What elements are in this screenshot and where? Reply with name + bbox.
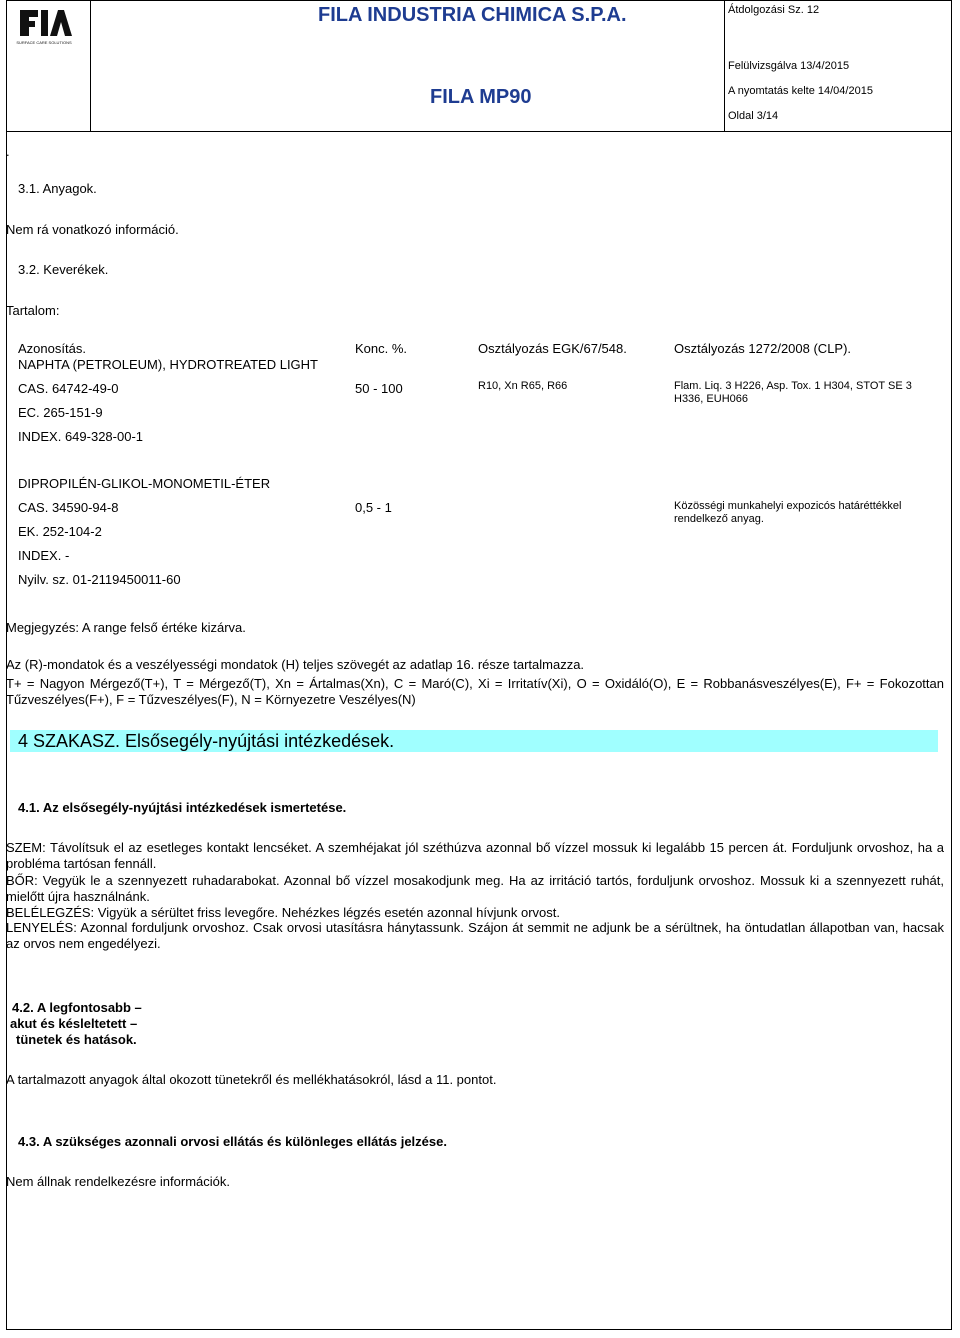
substance-clp-class: rendelkező anyag. (674, 513, 764, 525)
col-header-identification: Azonosítás. (18, 341, 86, 356)
section-4-1-title: 4.1. Az elsősegély-nyújtási intézkedések ismertetése. (18, 800, 347, 815)
r-phrases-note: Az (R)-mondatok és a veszélyességi mondatok (H) teljes szövegét az adatlap 16. része tartalmazza. (6, 657, 585, 672)
substance-index: INDEX. 649-328-00-1 (18, 429, 144, 444)
substance-ec: EK. 252-104-2 (18, 524, 102, 539)
substance-cas: CAS. 64742-49-0 (18, 381, 119, 396)
substance-concentration: 0,5 - 1 (355, 500, 392, 515)
header-divider (90, 0, 91, 132)
substance-name: NAPHTA (PETROLEUM), HYDROTREATED LIGHT (18, 357, 318, 372)
substance-clp-class: Közösségi munkahelyi expozicós határéttékkel (674, 500, 902, 512)
substance-name: DIPROPILÉN-GLIKOL-MONOMETIL-ÉTER (18, 476, 271, 491)
substance-cas: CAS. 34590-94-8 (18, 500, 119, 515)
symbol-legend: T+ = Nagyon Mérgező(T+), T = Mérgező(T), Xn = Ártalmas(Xn), C = Maró(C), Xi = Irritatív(Xi), O = Oxidáló(O), E = Robbanásveszélyes(E), F+ = Fokozottan Tűzveszélyes(F+), F = Tűzveszélyes(F), N = Környezetre Veszélyes(N) (6, 676, 944, 707)
section-3-1-title: 3.1. Anyagok. (18, 181, 97, 196)
first-aid-skin: BŐR: Vegyük le a szennyezett ruhadarabokat. Azonnal bő vízzel mosakodjunk meg. Ha az irritáció tartós, forduljunk orvoshoz. Mossuk ki a szennyezett ruhát, mielőtt újra használnánk. (6, 873, 944, 904)
substance-ec: EC. 265-151-9 (18, 405, 103, 420)
fila-logo-icon (14, 6, 74, 46)
substance-registration: Nyilv. sz. 01-2119450011-60 (18, 572, 181, 587)
first-aid-ingestion: LENYELÉS: Azonnal forduljunk orvoshoz. Csak orvosi utasításra hánytassunk. Szájon át semmit ne adjunk be a sérültnek, ha öntudatlan állapotban van, hacsak az orvos nem engedélyezi. (6, 920, 944, 951)
substance-clp-class: Flam. Liq. 3 H226, Asp. Tox. 1 H304, STOT SE 3 (674, 380, 912, 392)
section-3-2-title: 3.2. Keverékek. (18, 262, 109, 277)
substance-concentration: 50 - 100 (355, 381, 403, 396)
substance-clp-class: H336, EUH066 (674, 393, 748, 405)
product-name: FILA MP90 (430, 86, 532, 108)
col-header-eec-classification: Osztályozás EGK/67/548. (478, 341, 627, 356)
section-4-2-title: 4.2. A legfontosabb – (12, 1000, 142, 1015)
revision-number: Átdolgozási Sz. 12 (728, 4, 820, 16)
company-logo (14, 6, 74, 46)
svg-text:SURFACE CARE SOLUTIONS: SURFACE CARE SOLUTIONS (16, 40, 72, 45)
print-date: A nyomtatás kelte 14/04/2015 (728, 85, 873, 97)
company-name: FILA INDUSTRIA CHIMICA S.P.A. (318, 4, 627, 26)
section-4-title: 4 SZAKASZ. Elsősegély-nyújtási intézkedések. (18, 731, 395, 751)
section-4-2-title: akut és késleltetett – (10, 1016, 138, 1031)
contents-label: Tartalom: (6, 303, 60, 318)
stray-dot: . (6, 144, 10, 159)
review-date: Felülvizsgálva 13/4/2015 (728, 60, 850, 72)
substance-eec-class: R10, Xn R65, R66 (478, 380, 568, 392)
section-3-1-text: Nem rá vonatkozó információ. (6, 222, 179, 237)
section-4-3-title: 4.3. A szükséges azonnali orvosi ellátás és különleges ellátás jelzése. (18, 1134, 447, 1149)
section-4-2-title: tünetek és hatások. (16, 1032, 137, 1047)
first-aid-eyes: SZEM: Távolítsuk el az esetleges kontakt lencséket. A szemhéjakat jól széthúzva azonnal bő vízzel mossuk ki legalább 15 percen át. Forduljunk orvoshoz, ha a probléma tartósan fennáll. (6, 840, 944, 871)
section-4-3-text: Nem állnak rendelkezésre információk. (6, 1174, 230, 1189)
col-header-clp-classification: Osztályozás 1272/2008 (CLP). (674, 341, 852, 356)
col-header-concentration: Konc. %. (355, 341, 408, 356)
first-aid-inhalation: BELÉLEGZÉS: Vigyük a sérültet friss levegőre. Nehézkes légzés esetén azonnal hívjunk orvost. (6, 905, 560, 920)
header-divider (724, 0, 725, 132)
page-number: Oldal 3/14 (728, 110, 779, 122)
substance-index: INDEX. - (18, 548, 70, 563)
range-note: Megjegyzés: A range felső értéke kizárva. (6, 620, 246, 635)
section-4-2-text: A tartalmazott anyagok által okozott tünetekről és mellékhatásokról, lásd a 11. pontot. (6, 1072, 497, 1087)
